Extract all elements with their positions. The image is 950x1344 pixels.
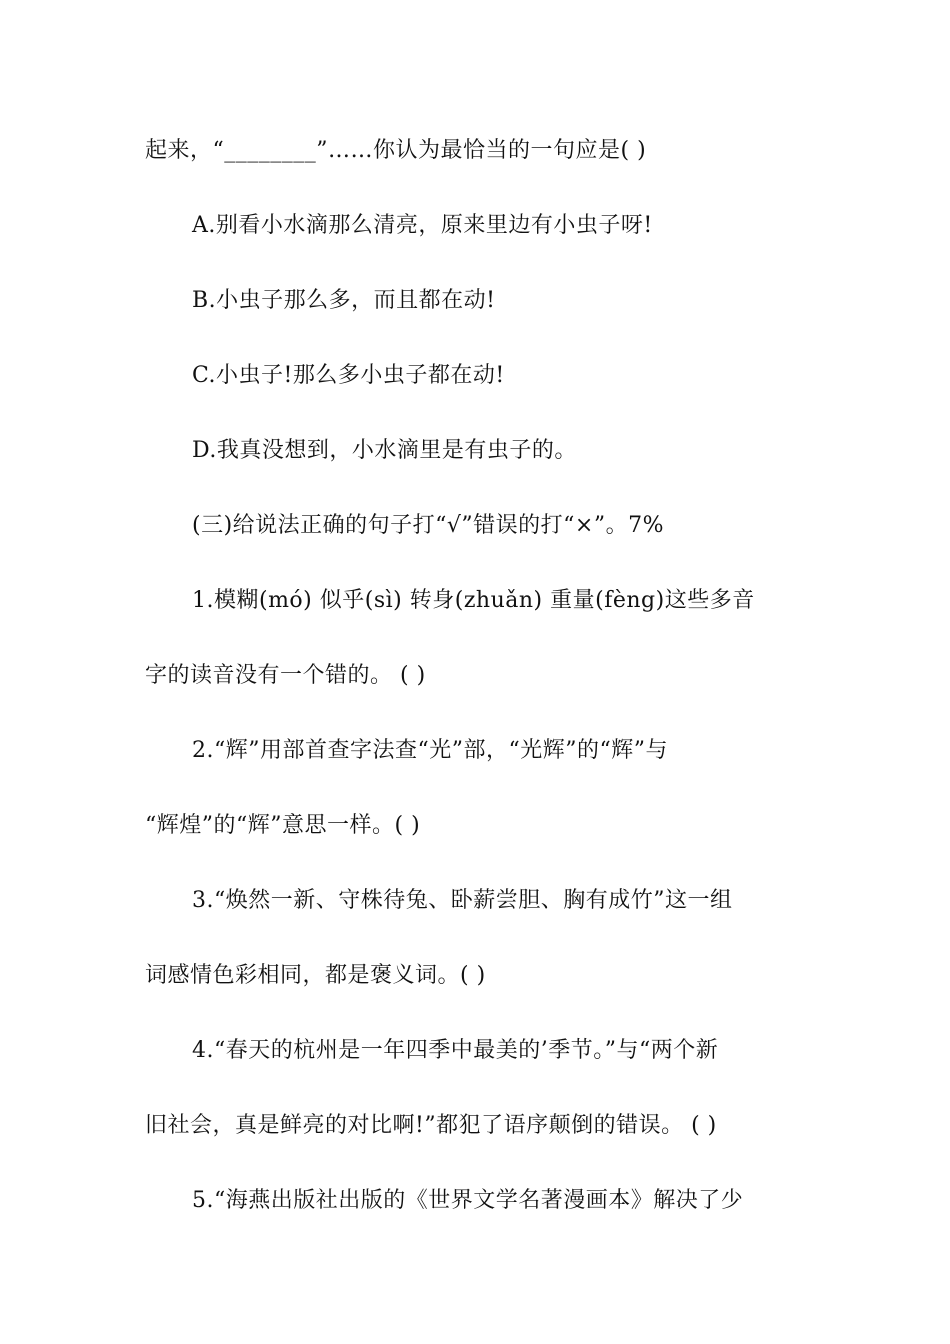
option-d: D.我真没想到，小水滴里是有虫子的。 (192, 438, 577, 463)
judgment-item-4-continuation: 旧社会，真是鲜亮的对比啊!”都犯了语序颠倒的错误。 ( ) (145, 1113, 717, 1138)
judgment-item-5: 5.“海燕出版社出版的《世界文学名著漫画本》解决了少 (192, 1188, 744, 1213)
judgment-item-4: 4.“春天的杭州是一年四季中最美的’季节。”与“两个新 (192, 1038, 719, 1063)
judgment-item-2: 2.“辉”用部首查字法查“光”部，“光辉”的“辉”与 (192, 738, 668, 763)
judgment-item-1: 1.模糊(mó) 似乎(sì) 转身(zhuǎn) 重量(fèng)这些多音 (192, 588, 755, 613)
option-b: B.小虫子那么多，而且都在动! (192, 288, 496, 313)
option-a: A.别看小水滴那么清亮，原来里边有小虫子呀! (192, 213, 653, 238)
judgment-item-2-continuation: “辉煌”的“辉”意思一样。( ) (145, 813, 421, 838)
judgment-item-3: 3.“焕然一新、守株待兔、卧薪尝胆、胸有成竹”这一组 (192, 888, 733, 913)
option-c: C.小虫子!那么多小虫子都在动! (192, 363, 505, 388)
judgment-item-1-continuation: 字的读音没有一个错的。 ( ) (145, 663, 426, 688)
judgment-item-3-continuation: 词感情色彩相同，都是褒义词。( ) (145, 963, 486, 988)
question-stem-continuation: 起来，“________”……你认为最恰当的一句应是( ) (145, 138, 647, 163)
section-heading: (三)给说法正确的句子打“√”错误的打“×”。7% (192, 513, 665, 538)
